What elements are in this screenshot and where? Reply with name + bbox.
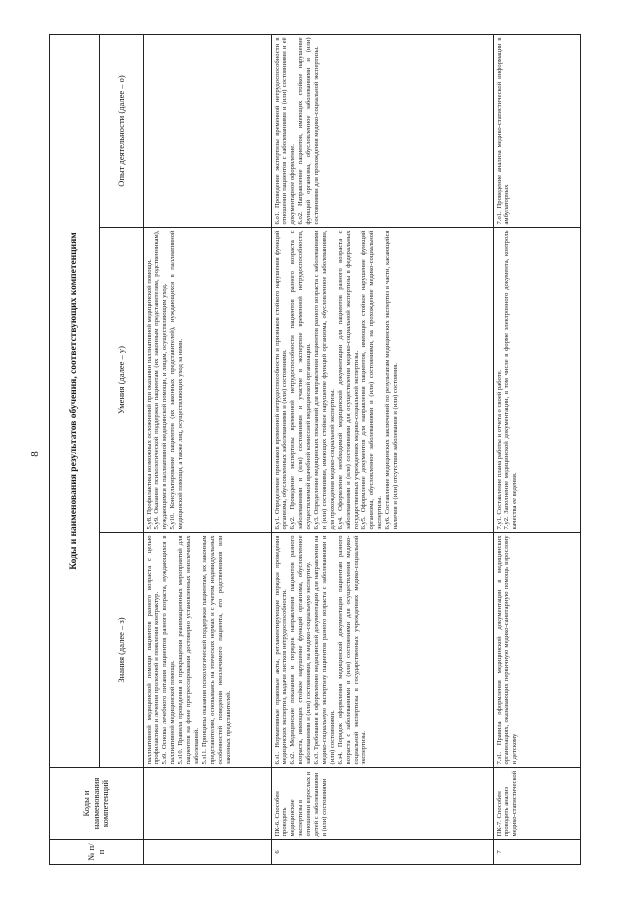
skill-item: 7.у1. Составление плана работы и отчета о своей работе. — [495, 369, 503, 530]
knowledge-cell — [494, 533, 581, 768]
table-row-pk6 — [272, 34, 494, 864]
knowledge-item: 6.з4. Порядок оформления медицинской документации пациентам разного возраста с заболеваниями и (или) состояниями для осуществления медико-социальной экспертизы в государственных учреждениях медико-социальной экспертизы. — [336, 535, 368, 765]
knowledge-item: 7.з1. Правила оформления медицинской документации в медицинских организациях, оказывающих первичную медико-санитарную помощь взрослому и детскому — [495, 535, 519, 765]
experience-cell — [144, 34, 272, 227]
knowledge-item: паллиативной медицинской помощи пациентов разного возраста с целью профилактики и лечения пролежней и появления контрактур. — [145, 535, 161, 765]
experience-cell — [272, 34, 494, 227]
competencies-table — [49, 34, 581, 865]
header-knowledge: Знания (далее – з) — [100, 533, 144, 768]
header-competencies: Коды и наименования компетенций — [50, 768, 144, 840]
skill-item: 5.у8. Профилактика возможных осложнений при оказании паллиативной медицинской помощи. — [145, 259, 153, 530]
table-row-pk7 — [494, 34, 581, 864]
table-row-continuation — [144, 34, 272, 864]
competency-cell: ПК-7. Способен проводить анализ медико-статистической — [494, 768, 581, 840]
header-skills: Умения (далее – у) — [100, 228, 144, 533]
experience-item: 6.о2. Направление пациентов, имеющих стойкое нарушение функций организма, обусловленное заболеваниями и (или) состояниями для прохождения медико-социальной экспертизы. — [297, 37, 321, 225]
header-results-group: Коды и наименования результатов обучения, соответствующих компетенциям — [50, 34, 100, 767]
skill-item: 6.у3. Определение медицинских показаний для направления пациентов разного возраста с заболеваниями и (или) состояниями, имеющих стойкое нарушение функций организма, обусловленное заболеваниями, для прохождения медико-социальной экспертизы. — [313, 230, 336, 530]
rotated-page-area — [49, 35, 580, 865]
skill-item: 6.у4. Оформление необходимой медицинской документации для пациентов разного возраста с заболеваниями и (или) состояниями для осуществления медико-социальной экспертизы в федеральных государственных учреждениях медико-социальной экспертизы. — [336, 230, 360, 530]
experience-cell — [494, 34, 581, 227]
skill-item: 6.у1. Определение признаков временной нетрудоспособности и признаков стойкого нарушения функций организма, обусловленных заболеваниями и (или) состояниями. — [273, 230, 289, 530]
skill-item: 7.у2. Заполнение медицинской документации, в том числе в форме электронного документа, контроль качества ее ведения. — [503, 230, 519, 530]
knowledge-item: 5.з11. Принципы оказания психологической поддержки пациентам, их законным представителям, основываясь на этических нормах и с учетом индивидуальных особенностей поведения неизлечимого пациента, его родственников или законных представителей. — [200, 535, 232, 765]
knowledge-item: 5.з10. Правила проведения и прекращения реанимационных мероприятий для пациентов на фоне прогрессирования достоверно установленных неизлечимых заболеваний. — [177, 535, 200, 765]
skill-item: 6.у2. Проведение экспертизы временной нетрудоспособности пациентов разного возраста с заболеваниями и (или) состояниями и участие в экспертизе временной нетрудоспособности, осуществляемой врачебной комиссией медицинской организации. — [289, 230, 313, 530]
table-body — [144, 34, 581, 864]
skill-item: 5.у10. Консультирование пациентов (их законных представителей), нуждающихся в паллиативной медицинской помощи, а также лиц, осуществляющих уход за ними. — [169, 230, 185, 530]
competency-cell: ПК-6. Способен проводить медицинские экспертизы в отношении взрослых и детей с заболеваниями и (или) состояниями — [272, 768, 494, 840]
header-experience: Опыт деятельности (далее – о) — [100, 34, 144, 227]
knowledge-cell — [272, 533, 494, 768]
skills-cell — [272, 228, 494, 533]
row-number: 7 — [494, 840, 581, 865]
skill-item: 6.у5. Оформление документов для направления пациентов, имеющих стойкое нарушение функций организма, обусловленное заболеваниями и (или) состояниями, на прохождение медико-социальной экспертизы. — [360, 230, 384, 530]
row-number — [144, 840, 272, 865]
knowledge-item: 6.з3. Требования к оформлению медицинской документации для направления на медико-социальную экспертизу пациентов разного возраста с заболеваниями и (или) состояниями. — [313, 535, 336, 765]
header-num: № п/п — [50, 840, 144, 865]
knowledge-item: 5.з9. Основы лечебного питания пациентов разного возраста, нуждающихся в паллиативной медицинской помощи. — [161, 535, 177, 765]
competency-cell — [144, 768, 272, 840]
knowledge-cell — [144, 533, 272, 768]
page-number: 8 — [29, 451, 41, 457]
knowledge-item: 6.з2. Медицинские показания и порядок направления пациентов разного возраста, имеющих стойкое нарушение функций организма, обусловленное заболеваниями и (или) состояниями, на медико-социальную экспертизу. — [289, 535, 313, 765]
skill-item: 5.у9. Оказание психологической поддержки пациентам (их законным представителям, родственникам), нуждающимся в паллиативной медицинской помощи, и лицам, осуществляющим уход. — [153, 230, 169, 530]
skills-cell — [494, 228, 581, 533]
row-number: 6 — [272, 840, 494, 865]
table-container — [49, 35, 580, 865]
experience-item: 6.о1. Проведение экспертизы временной нетрудоспособности в отношении пациентов с заболеваниями и (или) состояниями и её документарное оформление. — [273, 37, 297, 225]
skills-cell — [144, 228, 272, 533]
skill-item: 6.у6. Составление медицинских заключений по результатам медицинских экспертиз в части, касающейся наличия и (или) отсутствия заболевания и (или) состояния. — [384, 230, 400, 530]
experience-item: 7.о1. Проведение анализа медико-статистической информации в амбулаторных — [495, 37, 511, 225]
knowledge-item: 6.з1. Нормативные правовые акты, регламентирующие порядки проведения медицинских экспертиз, выдачи листков нетрудоспособности. — [273, 535, 289, 765]
